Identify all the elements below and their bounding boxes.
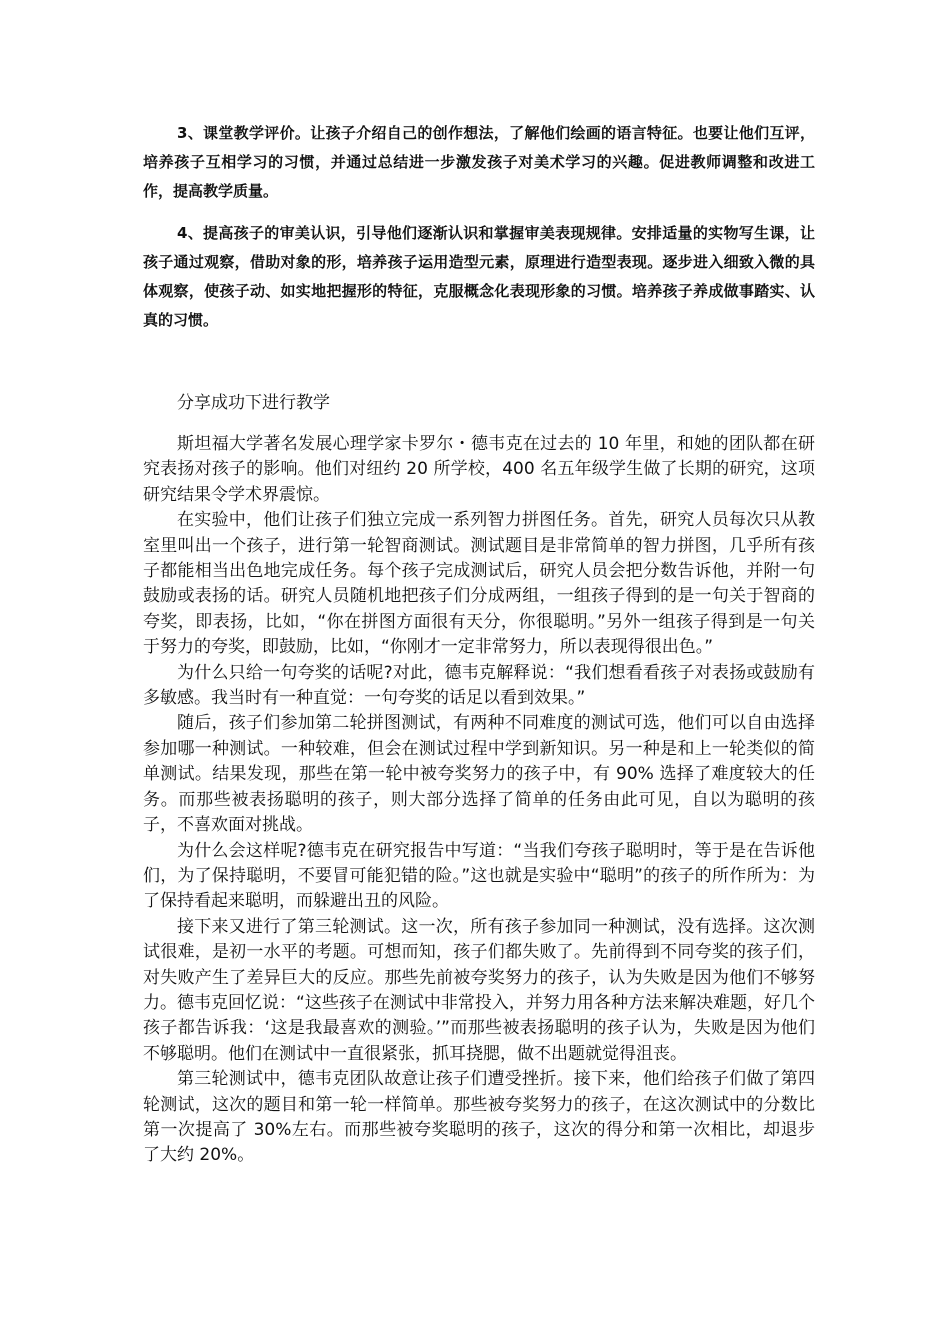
section-3-classroom-evaluation: 3、课堂教学评价。让孩子介绍自己的创作想法，了解他们绘画的语言特征。也要让他们互评，培养孩子互相学习的习惯，并通过总结进一步激发孩子对美术学习的兴趣。促进教师调整和改进工作，提高教学质量。 xyxy=(143,124,815,200)
paragraph: 在实验中，他们让孩子们独立完成一系列智力拼图任务。首先，研究人员每次只从教室里叫出一个孩子，进行第一轮智商测试。测试题目是非常简单的智力拼图，几乎所有孩子都能相当出色地完成任务。每个孩子完成测试后，研究人员会把分数告诉他，并附一句鼓励或表扬的话。研究人员随机地把孩子们分成两组，一组孩子得到的是一句关于智商的夸奖，即表扬，比如，“你在拼图方面很有天分，你很聪明。”另外一组孩子得到是一句关于努力的夸奖，即鼓励，比如，“你刚才一定非常努力，所以表现得很出色。” xyxy=(143,510,815,658)
paragraph: 随后，孩子们参加第二轮拼图测试，有两种不同难度的测试可选，他们可以自由选择参加哪一种测试。一种较难，但会在测试过程中学到新知识。另一种是和上一轮类似的简单测试。结果发现，那些在第一轮中被夸奖努力的孩子中，有 90% 选择了难度较大的任务。而那些被表扬聪明的孩子，则大部分选择了简单的任务由此可见，自以为聪明的孩子，不喜欢面对挑战。 xyxy=(143,713,815,836)
section-4-aesthetic-awareness: 4、提高孩子的审美认识，引导他们逐渐认识和掌握审美表现规律。安排适量的实物写生课，让孩子通过观察，借助对象的形，培养孩子运用造型元素，原理进行造型表现。逐步进入细致入微的具体观察，使孩子动、如实地把握形的特征，克服概念化表现形象的习惯。培养孩子养成做事踏实、认真的习惯。 xyxy=(143,224,815,329)
article-body xyxy=(143,432,815,1169)
paragraph: 第三轮测试中，德韦克团队故意让孩子们遭受挫折。接下来，他们给孩子们做了第四轮测试，这次的题目和第一轮一样简单。那些被夸奖努力的孩子，在这次测试中的分数比第一次提高了 30%左右。而那些被夸奖聪明的孩子，这次的得分和第一次相比，却退步了大约 20%。 xyxy=(143,1069,815,1166)
paragraph: 为什么只给一句夸奖的话呢?对此，德韦克解释说：“我们想看看孩子对表扬或鼓励有多敏感。我当时有一种直觉：一句夸奖的话足以看到效果。” xyxy=(143,662,815,709)
article-title: 分享成功下进行教学 xyxy=(177,393,330,413)
paragraph: 接下来又进行了第三轮测试。这一次，所有孩子参加同一种测试，没有选择。这次测试很难，是初一水平的考题。可想而知，孩子们都失败了。先前得到不同夸奖的孩子们，对失败产生了差异巨大的反应。那些先前被夸奖努力的孩子，认为失败是因为他们不够努力。德韦克回忆说：“这些孩子在测试中非常投入，并努力用各种方法来解决难题，好几个孩子都告诉我：‘这是我最喜欢的测验。’”而那些被表扬聪明的孩子认为，失败是因为他们不够聪明。他们在测试中一直很紧张，抓耳挠腮，做不出题就觉得沮丧。 xyxy=(143,916,815,1064)
paragraph: 为什么会这样呢?德韦克在研究报告中写道：“当我们夸孩子聪明时，等于是在告诉他们，为了保持聪明，不要冒可能犯错的险。”这也就是实验中“聪明”的孩子的所作所为：为了保持看起来聪明，而躲避出丑的风险。 xyxy=(143,840,815,912)
paragraph: 斯坦福大学著名发展心理学家卡罗尔・德韦克在过去的 10 年里，和她的团队都在研究表扬对孩子的影响。他们对纽约 20 所学校，400 名五年级学生做了长期的研究，这项研究结果令学术界震惊。 xyxy=(143,434,815,505)
